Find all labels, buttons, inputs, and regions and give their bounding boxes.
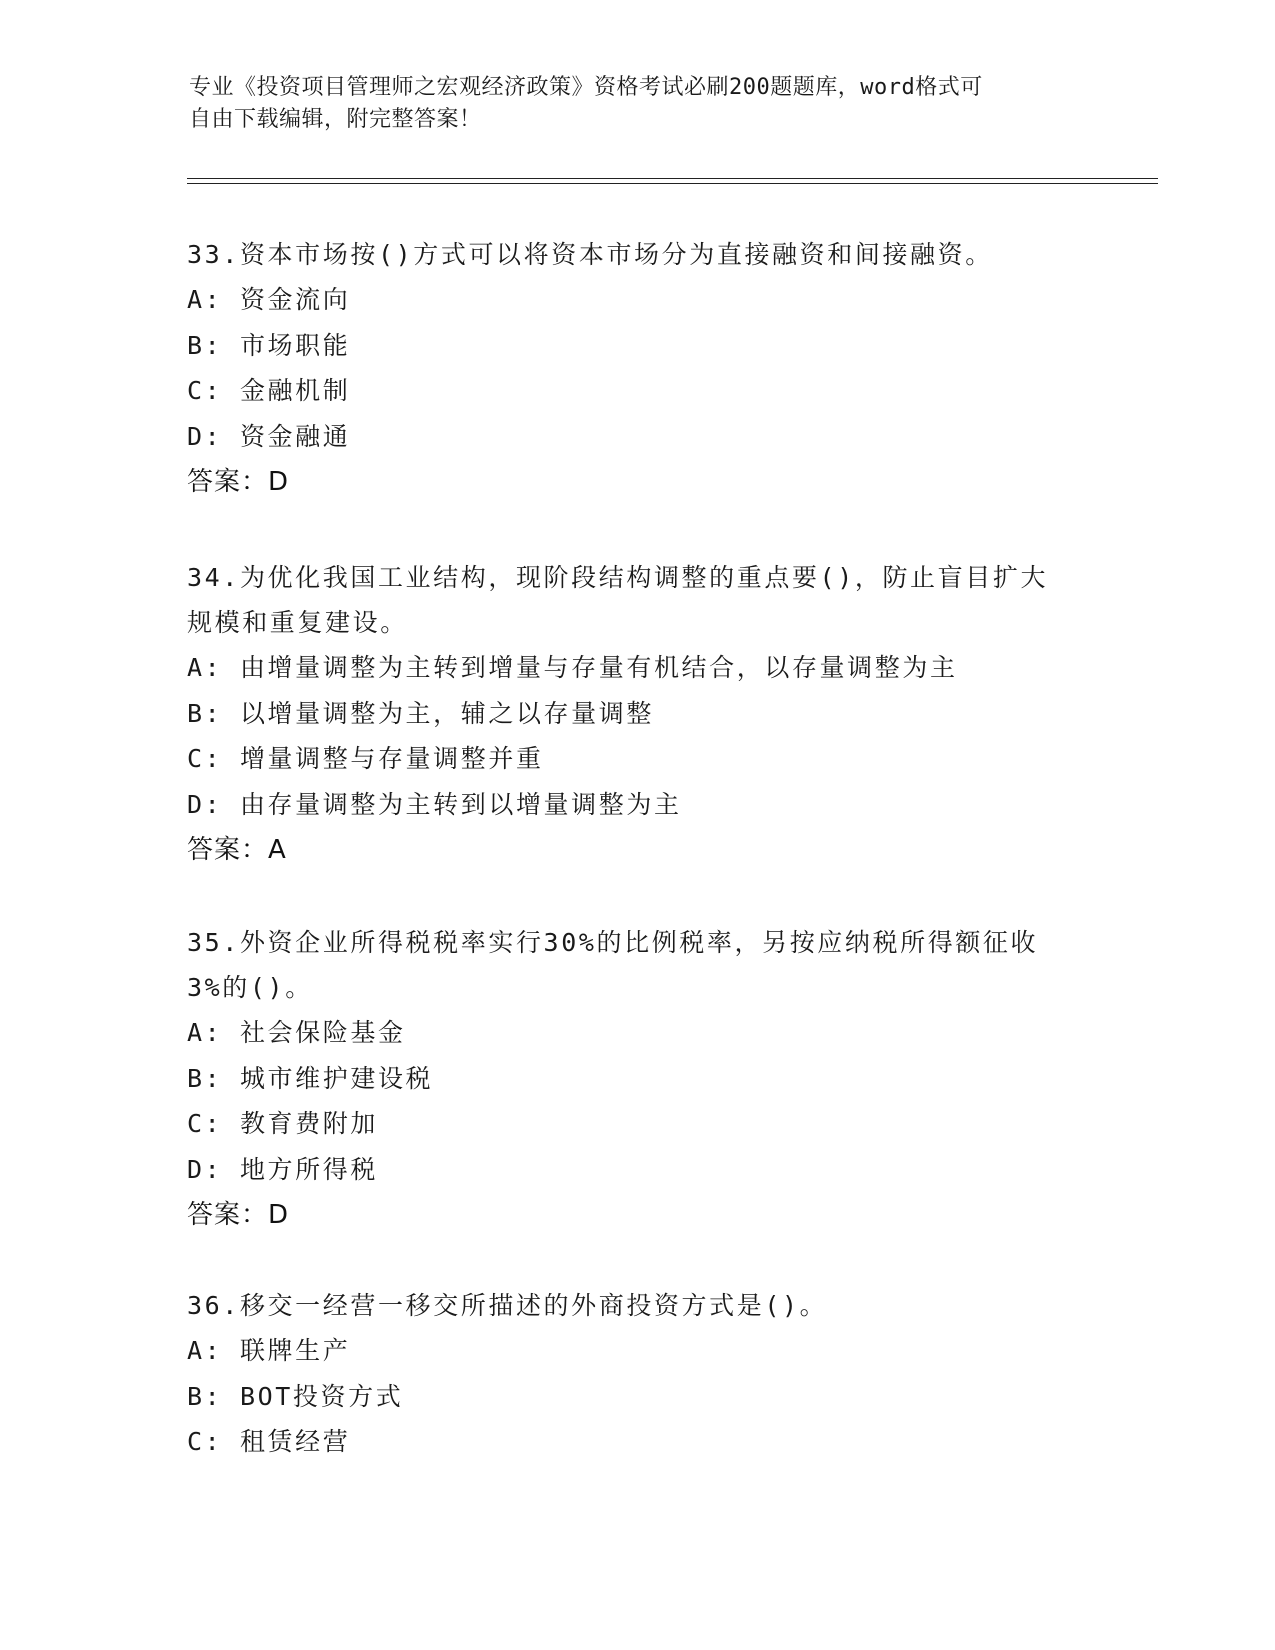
option-b: B: BOT投资方式 <box>187 1381 404 1411</box>
option-a: A: 社会保险基金 <box>187 1018 406 1047</box>
header-divider-top <box>187 178 1158 179</box>
option-d: D: 由存量调整为主转到以增量调整为主 <box>187 789 682 819</box>
option-c: C: 金融机制 <box>187 376 351 405</box>
question-stem-continued: 规模和重复建设。 <box>187 608 408 637</box>
option-c: C: 教育费附加 <box>187 1109 378 1138</box>
option-c: C: 增量调整与存量调整并重 <box>187 744 544 773</box>
question-stem: 34.为优化我国工业结构，现阶段结构调整的重点要()，防止盲目扩大 <box>187 563 1049 592</box>
option-a: A: 联牌生产 <box>187 1336 351 1365</box>
answer: 答案：D <box>187 1200 290 1230</box>
answer: 答案：A <box>187 835 287 865</box>
option-d: D: 地方所得税 <box>187 1154 378 1184</box>
header-divider-bottom <box>187 183 1158 184</box>
question-36 <box>187 1283 1087 1465</box>
option-b: B: 市场职能 <box>187 330 351 360</box>
question-stem: 35.外资企业所得税税率实行30%的比例税率，另按应纳税所得额征收 <box>187 928 1039 957</box>
header-line-1: 专业《投资项目管理师之宏观经济政策》资格考试必刷200题题库，word格式可 <box>189 75 983 100</box>
question-35 <box>187 920 1087 1238</box>
question-34 <box>187 555 1087 873</box>
question-stem: 36.移交一经营一移交所描述的外商投资方式是()。 <box>187 1291 828 1320</box>
option-d: D: 资金融通 <box>187 421 351 451</box>
question-stem: 33.资本市场按()方式可以将资本市场分为直接融资和间接融资。 <box>187 240 993 269</box>
option-a: A: 由增量调整为主转到增量与存量有机结合，以存量调整为主 <box>187 653 958 682</box>
question-33 <box>187 232 1087 505</box>
option-a: A: 资金流向 <box>187 285 351 314</box>
option-b: B: 城市维护建设税 <box>187 1063 434 1093</box>
option-b: B: 以增量调整为主，辅之以存量调整 <box>187 698 654 728</box>
option-c: C: 租赁经营 <box>187 1427 351 1456</box>
question-stem-continued: 3%的()。 <box>187 973 313 1002</box>
answer: 答案：D <box>187 467 290 497</box>
document-header <box>189 72 1089 136</box>
header-line-2: 自由下载编辑，附完整答案！ <box>189 107 482 132</box>
